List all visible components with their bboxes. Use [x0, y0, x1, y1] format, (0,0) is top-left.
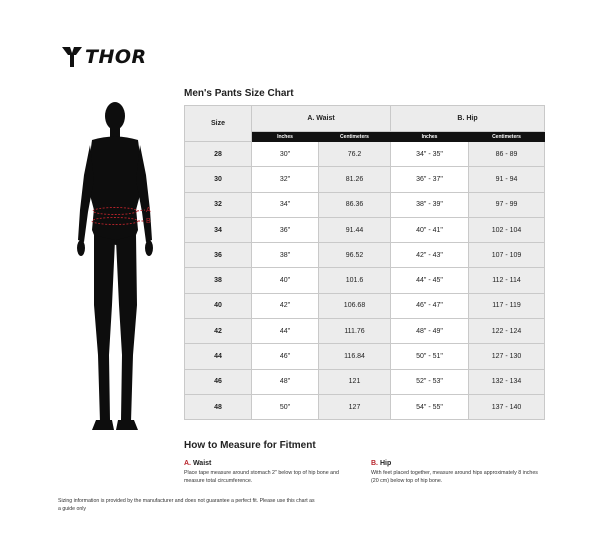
waist-cm-cell: 101.6: [319, 268, 391, 293]
size-cell: 32: [185, 192, 252, 217]
table-row: [185, 217, 545, 242]
silhouette: [77, 102, 153, 430]
hip-cm-cell: 91 - 94: [469, 167, 545, 192]
chart-title: Men's Pants Size Chart: [184, 88, 294, 99]
waist-cm-cell: 121: [319, 369, 391, 394]
waist-cm-cell: 81.26: [319, 167, 391, 192]
size-header: Size: [185, 106, 252, 142]
sub-header-hip-cm: Centimeters: [469, 132, 545, 142]
hip-inches-cell: 52" - 53": [391, 369, 469, 394]
waist-inches-cell: 36": [252, 217, 319, 242]
brand-logo: [62, 46, 152, 68]
hip-cm-cell: 117 - 119: [469, 293, 545, 318]
size-cell: 30: [185, 167, 252, 192]
size-table: [184, 105, 545, 420]
size-cell: 40: [185, 293, 252, 318]
waist-cm-cell: 91.44: [319, 217, 391, 242]
waist-description: Place tape measure around stomach 2" below top of hip bone and measure total circumference.: [184, 470, 340, 485]
table-row: [185, 268, 545, 293]
hip-letter: B.: [371, 460, 378, 467]
body-silhouette-figure: [72, 100, 162, 440]
waist-name: Waist: [192, 460, 212, 467]
disclaimer: Sizing information is provided by the manufacturer and does not guarantee a perfect fit. Please use this chart as a guide only: [58, 498, 315, 512]
waist-cm-cell: 96.52: [319, 243, 391, 268]
table-row: [185, 192, 545, 217]
waist-inches-cell: 50": [252, 394, 319, 419]
hip-cm-cell: 132 - 134: [469, 369, 545, 394]
hip-inches-cell: 50" - 51": [391, 344, 469, 369]
table-row: [185, 394, 545, 419]
size-cell: 28: [185, 142, 252, 167]
waist-cm-cell: 116.84: [319, 344, 391, 369]
table-row: [185, 243, 545, 268]
hip-label: [371, 460, 546, 467]
thor-logo-icon: [62, 47, 82, 67]
waist-cm-cell: 76.2: [319, 142, 391, 167]
waist-cm-cell: 106.68: [319, 293, 391, 318]
hip-cm-cell: 127 - 130: [469, 344, 545, 369]
table-row: [185, 142, 545, 167]
hip-inches-cell: 34" - 35": [391, 142, 469, 167]
hip-cm-cell: 97 - 99: [469, 192, 545, 217]
brand-name: THOR: [85, 46, 147, 68]
hip-inches-cell: 54" - 55": [391, 394, 469, 419]
marker-label-b: B: [146, 218, 151, 225]
table-row: [185, 344, 545, 369]
sub-header-waist-inches: Inches: [252, 132, 319, 142]
table-row: [185, 293, 545, 318]
size-cell: 38: [185, 268, 252, 293]
hip-cm-cell: 102 - 104: [469, 217, 545, 242]
waist-inches-cell: 32": [252, 167, 319, 192]
size-cell: 36: [185, 243, 252, 268]
hip-instructions: [371, 460, 546, 485]
hip-cm-cell: 112 - 114: [469, 268, 545, 293]
waist-inches-cell: 40": [252, 268, 319, 293]
size-cell: 44: [185, 344, 252, 369]
waist-inches-cell: 46": [252, 344, 319, 369]
waist-inches-cell: 34": [252, 192, 319, 217]
size-cell: 46: [185, 369, 252, 394]
hip-inches-cell: 44" - 45": [391, 268, 469, 293]
hip-inches-cell: 38" - 39": [391, 192, 469, 217]
marker-label-a: A: [146, 207, 151, 214]
hip-cm-cell: 122 - 124: [469, 319, 545, 344]
sub-header-waist-cm: Centimeters: [319, 132, 391, 142]
table-row: [185, 319, 545, 344]
hip-cm-cell: 107 - 109: [469, 243, 545, 268]
waist-inches-cell: 30": [252, 142, 319, 167]
hip-cm-cell: 137 - 140: [469, 394, 545, 419]
hip-description: With feet placed together, measure around hips approximately 8 inches (20 cm) below top of hip bone.: [371, 470, 538, 485]
size-cell: 42: [185, 319, 252, 344]
hip-inches-cell: 48" - 49": [391, 319, 469, 344]
waist-inches-cell: 42": [252, 293, 319, 318]
hip-cm-cell: 86 - 89: [469, 142, 545, 167]
hip-inches-cell: 42" - 43": [391, 243, 469, 268]
waist-instructions: [184, 460, 359, 485]
hip-inches-cell: 46" - 47": [391, 293, 469, 318]
size-cell: 48: [185, 394, 252, 419]
waist-inches-cell: 38": [252, 243, 319, 268]
measure-title: How to Measure for Fitment: [184, 440, 316, 451]
waist-label: [184, 460, 359, 467]
hip-name: Hip: [379, 460, 392, 467]
hip-header: B. Hip: [391, 106, 545, 132]
waist-cm-cell: 111.76: [319, 319, 391, 344]
waist-inches-cell: 44": [252, 319, 319, 344]
table-row: [185, 369, 545, 394]
waist-header: A. Waist: [252, 106, 391, 132]
waist-cm-cell: 86.36: [319, 192, 391, 217]
waist-letter: A.: [184, 460, 191, 467]
table-row: [185, 167, 545, 192]
size-cell: 34: [185, 217, 252, 242]
waist-inches-cell: 48": [252, 369, 319, 394]
waist-cm-cell: 127: [319, 394, 391, 419]
hip-inches-cell: 40" - 41": [391, 217, 469, 242]
sub-header-hip-inches: Inches: [391, 132, 469, 142]
hip-inches-cell: 36" - 37": [391, 167, 469, 192]
